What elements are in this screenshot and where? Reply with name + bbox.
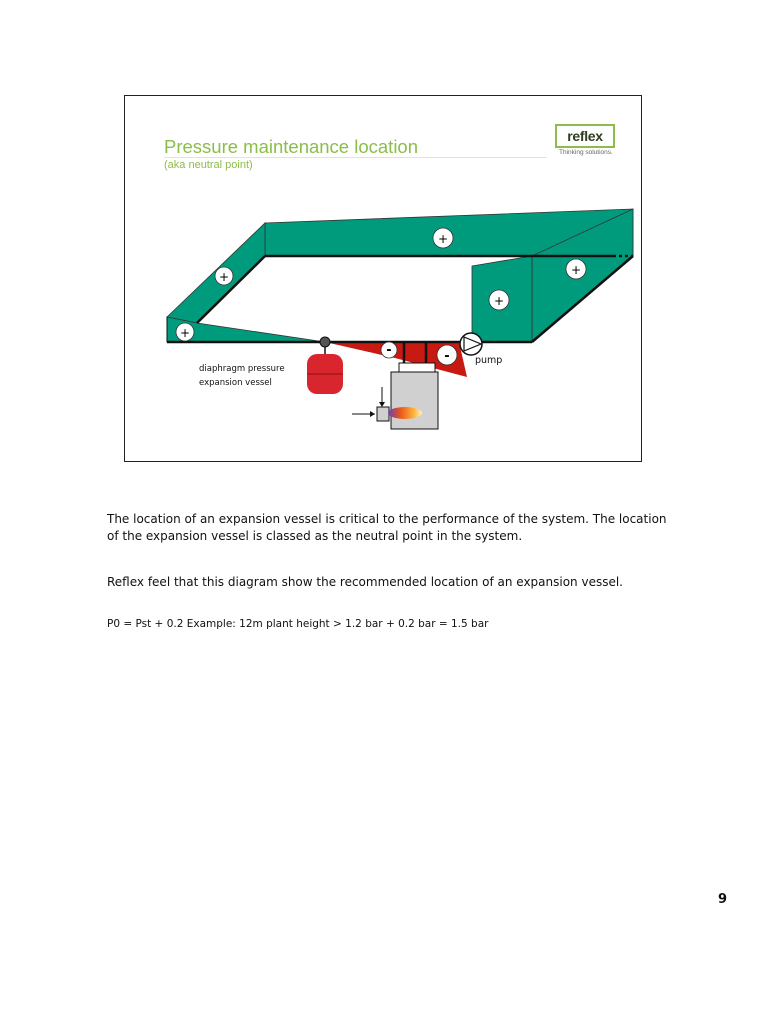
page-number: 9 (718, 892, 728, 907)
svg-text:-: - (386, 343, 392, 358)
pump (460, 333, 482, 355)
minus-marker-left (381, 342, 397, 358)
burner-flame (388, 407, 422, 419)
vessel-label-line2: expansion vessel (199, 378, 272, 388)
formula-line: P0 = Pst + 0.2 Example: 12m plant height > 1.2 bar + 0.2 bar = 1.5 bar (107, 618, 489, 630)
plus-marker-left (176, 323, 194, 341)
vessel-label-line1: diaphragm pressure (199, 364, 285, 374)
plus-marker-pump-outlet (489, 290, 509, 310)
svg-text:+: + (218, 270, 230, 284)
plus-marker-left-diagonal (215, 267, 233, 285)
pressure-diagram (125, 96, 641, 461)
slide-title: Pressure maintenance location (164, 136, 419, 157)
logo-tagline: Thinking solutions. (559, 149, 613, 156)
svg-text:+: + (493, 294, 505, 308)
body-paragraph-1: The location of an expansion vessel is critical to the performance of the system. The location of the expansion vessel is classed as the neutral point in the system. (107, 512, 667, 543)
logo-brand: reflex (555, 124, 615, 148)
minus-marker-right (437, 345, 457, 365)
svg-text:+: + (179, 326, 191, 340)
positive-pressure-zones (167, 209, 633, 342)
boiler (352, 363, 438, 429)
pump-label: pump (475, 355, 503, 366)
slide-subtitle: (aka neutral point) (164, 159, 253, 171)
svg-text:+: + (437, 232, 449, 246)
slide-frame (124, 95, 642, 462)
expansion-vessel (307, 337, 343, 394)
plus-marker-right (566, 259, 586, 279)
svg-text:-: - (444, 349, 450, 364)
plus-marker-top (433, 228, 453, 248)
svg-text:+: + (570, 263, 582, 277)
body-paragraph-2: Reflex feel that this diagram show the recommended location of an expansion vessel. (107, 575, 623, 589)
